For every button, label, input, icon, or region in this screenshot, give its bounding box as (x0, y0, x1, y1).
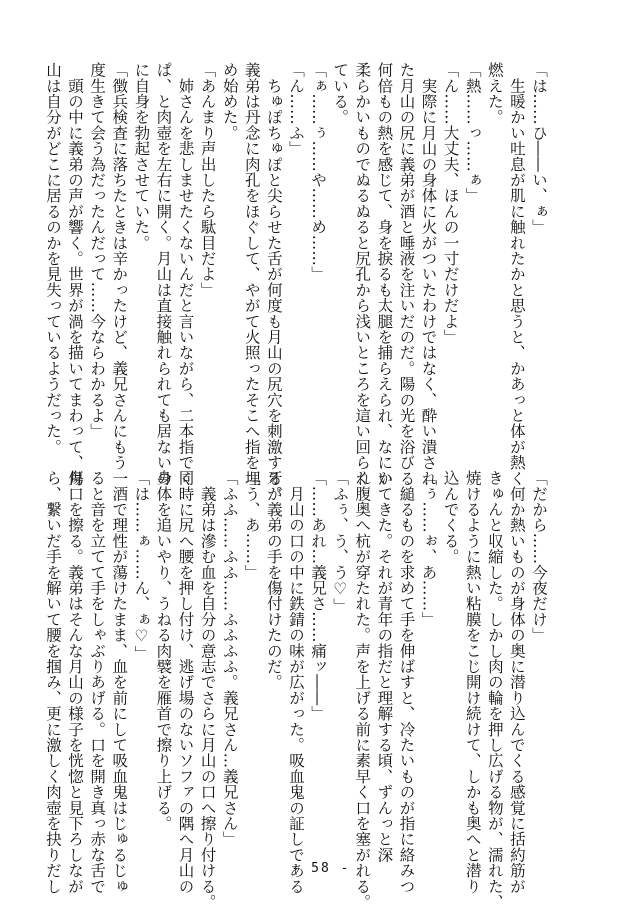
text-line: 同時に尻へ腰を押し付け、逃げ場のないソファの隅へ月山の (176, 470, 195, 894)
text-line: 「は……ぁ……ん、ぁ♡」 (132, 470, 151, 661)
text-line: 「ん……ふ」 (286, 62, 305, 157)
text-line: ぱ、と肉壺を左右に開く。月山は直接触れられても居ないの (154, 62, 173, 486)
text-line: 込んでくる。 (441, 470, 460, 565)
text-line: 「徴兵検査に落ちたときは辛かったけど、義兄さんにもう一 (110, 62, 129, 486)
text-line: く腹奥へ杭が穿たれた。声を上げる前に素早く口を塞がれる。 (353, 470, 372, 910)
text-line: 「ぁ……ぅ……や……め……」 (309, 62, 328, 282)
text-line: 頭の中に義弟の声が響く。世界が渦を描いてまわって、月 (66, 62, 85, 486)
text-line: 何か熱いものが身体の奥に潜り込んでくる感覚に括約筋が (507, 470, 526, 894)
text-line: め始めた。 (220, 62, 239, 141)
text-line: 「だから……今夜だけ」 (530, 470, 548, 643)
text-line: 実際に月山の身体に火がついたわけではなく、酔い潰され (419, 62, 438, 486)
page-number: - 58 - (291, 861, 351, 876)
text-line: ると音を立てて手をしゃぶりあげる。口を開き真っ赤な舌で (88, 470, 107, 894)
text-line: 「う、あ……」 (242, 470, 261, 580)
text-line: 姉さんを悲しませたくないんだと言いながら、二本指でく (176, 62, 195, 486)
text-line: 「……あれ…義兄さ……痛ッ――」 (309, 470, 328, 722)
text-line: 何倍もの熱を感じて、身を捩るも太腿を捕らえられ、なにか (375, 62, 394, 486)
text-line: 度生きて会う為だったんだって……今ならわかるよ」 (88, 62, 107, 439)
text-line: 柔らかいものでぬるぬると尻孔から浅いところを這い回られ (353, 62, 372, 486)
text-line: 「ふふ……ふふ……ふふふふ。義兄さん…義兄さん」 (220, 470, 239, 847)
upper-text-block (42, 62, 550, 502)
text-line: 義弟は丹念に肉孔をほぐして、やがて火照ったそこへ指を埋 (242, 62, 261, 486)
text-line: 「ぅ……ぉ、あ……」 (419, 470, 438, 627)
text-line: いてきた。それが青年の指だと理解する頃、ずんっと深 (375, 470, 394, 863)
text-line: 牙が義弟の手を傷付けたのだ。 (264, 470, 283, 690)
text-line: 身体を追いやり、うねる肉襞を雁首で擦り上げる。 (154, 470, 173, 832)
text-line: 焼けるように熱い粘膜をこじ開け続けて、しかも奥へと潜り (463, 470, 482, 894)
text-line: 燃えた。 (485, 62, 504, 125)
text-line: ている。 (331, 62, 350, 125)
text-line: た月山の尻に義弟が酒と唾液を注いだのだ。陽の光を浴びる (397, 62, 416, 486)
text-line: きゅんと収縮した。しかし肉の輪を押し広げる物が、濡れた、 (485, 470, 504, 910)
text-line: 「ふぅ、う、う♡」 (331, 470, 350, 614)
text-line: 酒で理性が蕩けたまま、血を前にして吸血鬼はじゅるじゅ (110, 470, 129, 894)
text-line: 生暖かい吐息が肌に触れたかと思うと、かあっと体が熱く (507, 62, 526, 486)
text-line: ら、繋いだ手を解いて腰を掴み、更に激しく肉壺を抉りだし (43, 470, 62, 894)
text-line: 月山の口の中に鉄錆の味が広がった。吸血鬼の証しである (286, 470, 305, 894)
text-line: 山は自分がどこに居るのかを見失っているようだった。 (43, 62, 62, 455)
text-line: 傷口を擦る。義弟はそんな月山の様子を恍惚と見下ろしなが (66, 470, 85, 894)
text-line: 「あんまり声出したら駄目だよ」 (198, 62, 217, 298)
text-line: ちゅぽちゅぽと尖らせた舌が何度も月山の尻穴を刺激する。 (264, 62, 283, 502)
text-line: 「は……ひ――い、ぁ」 (530, 62, 548, 235)
text-line: に自身を勃起させていた。 (132, 62, 151, 251)
text-line: 義弟は滲む血を自分の意志でさらに月山の口へ擦り付ける。 (198, 470, 217, 910)
text-line: 縋るものを求めて手を伸ばすと、冷たいものが指に絡みつ (397, 470, 416, 894)
text-line: 「ん……大丈夫、ほんの一寸だけだよ」 (441, 62, 460, 345)
text-line: 「熱……っ……ぁ」 (463, 62, 482, 204)
